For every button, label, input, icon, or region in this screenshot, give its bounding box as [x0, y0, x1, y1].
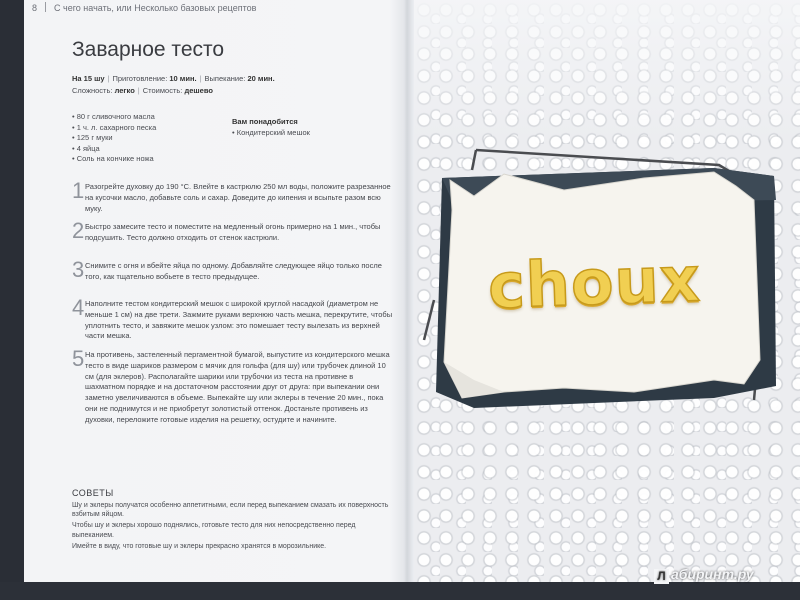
- bake-value: 20 мин.: [247, 74, 275, 83]
- ingredient-item: • 4 яйца: [72, 144, 156, 155]
- left-page: [24, 0, 410, 585]
- left-background-edge: [0, 0, 24, 600]
- ingredient-item: • 1 ч. л. сахарного песка: [72, 123, 156, 134]
- advice-line: Шу и эклеры получатся особенно аппетитными, если перед выпеканием смазать их поверхность взбитым яйцом.: [72, 502, 389, 519]
- step-text: Разогрейте духовку до 190 °С. Влейте в кастрюлю 250 мл воды, положите разрезанное на кусочки масло, добавьте соль и сахар. Доведите до кипения и всыпьте разом всю муку.: [85, 182, 391, 213]
- bake-label: Выпекание:: [204, 74, 246, 83]
- step-number: 5: [72, 346, 85, 371]
- choux-dough-word: choux: [486, 242, 702, 323]
- advice-title: СОВЕТЫ: [72, 488, 114, 498]
- cost-value: дешево: [184, 86, 213, 95]
- running-head-divider: [45, 2, 46, 12]
- section-title: С чего начать, или Несколько базовых рецептов: [54, 3, 257, 13]
- step-text: Наполните тестом кондитерский мешок с широкой круглой насадкой (диаметром не меньше 1 см) на две трети. Зажмите руками верхнюю часть мешка, перекрутите, чтобы уплотнить тесто, и завяжите мешок узлом: это помешает тесту вылезать из верхней части мешка.: [85, 299, 393, 341]
- ingredients-list: [72, 112, 156, 165]
- difficulty-value: легко: [114, 86, 135, 95]
- recipe-meta-line-1: На 15 шу | Приготовление: 10 мин. | Выпекание: 20 мин.: [72, 74, 275, 83]
- recipe-meta: [72, 73, 275, 97]
- ingredient-item: • Соль на кончике ножа: [72, 154, 156, 165]
- step-number: 3: [72, 257, 85, 282]
- ingredient-item: • 80 г сливочного масла: [72, 112, 156, 123]
- labirint-watermark: [654, 566, 754, 584]
- advice-line: Имейте в виду, что готовые шу и эклеры прекрасно хранятся в морозильнике.: [72, 542, 327, 550]
- photo-page: [414, 0, 800, 585]
- labirint-logo-icon: Л: [654, 569, 669, 584]
- prep-value: 10 мин.: [169, 74, 197, 83]
- recipe-meta-line-2: Сложность: легко | Стоимость: дешево: [72, 86, 213, 95]
- difficulty-label: Сложность:: [72, 86, 113, 95]
- running-head: [32, 2, 256, 13]
- page-number: 8: [32, 3, 38, 13]
- watermark-text: абиринт.ру: [671, 566, 754, 582]
- step-number: 2: [72, 218, 85, 243]
- equipment-box: [232, 117, 310, 138]
- advice-section: [72, 488, 392, 553]
- step-text: На противень, застеленный пергаментной бумагой, выпустите из кондитерского мешка тесто в виде шариков размером с мячик для гольфа (для шу) или трубочек длиной 10 см (для эклеров). Располагайте шарики или трубочки из теста на противне в шахматном порядке и на достаточном расстоянии друг от друга: при выпекании они заметно увеличиваются в объеме. Выпекайте шу или эклеры в течение 20 мин., пока они не поднимутся и не приобретут золотистый оттенок. Достаньте противень из духовки, переложите готовые изделия на решетку, остудите и начините.: [85, 350, 390, 424]
- recipe-title: Заварное тесто: [72, 38, 225, 61]
- step-text: Быстро замесите тесто и поместите на медленный огонь примерно на 1 мин., чтобы подсушить. Тесто должно отходить от стенок кастрюли.: [85, 222, 381, 242]
- ingredient-item: • 125 г муки: [72, 133, 156, 144]
- equipment-item: • Кондитерский мешок: [232, 128, 310, 139]
- step-text: Снимите с огня и вбейте яйца по одному. Добавляйте следующее яйцо только после того, как тщательно вобьете в тесто предыдущее.: [85, 261, 382, 281]
- prep-label: Приготовление:: [112, 74, 168, 83]
- cost-label: Стоимость:: [142, 86, 183, 95]
- yield: На 15 шу: [72, 74, 105, 83]
- equipment-title: Вам понадобится: [232, 117, 298, 126]
- step-number: 4: [72, 295, 85, 320]
- advice-line: Чтобы шу и эклеры хорошо поднялись, готовьте тесто для них непосредственно перед выпеканием.: [72, 522, 356, 539]
- bottom-background-strip: [0, 582, 800, 600]
- step-number: 1: [72, 178, 85, 203]
